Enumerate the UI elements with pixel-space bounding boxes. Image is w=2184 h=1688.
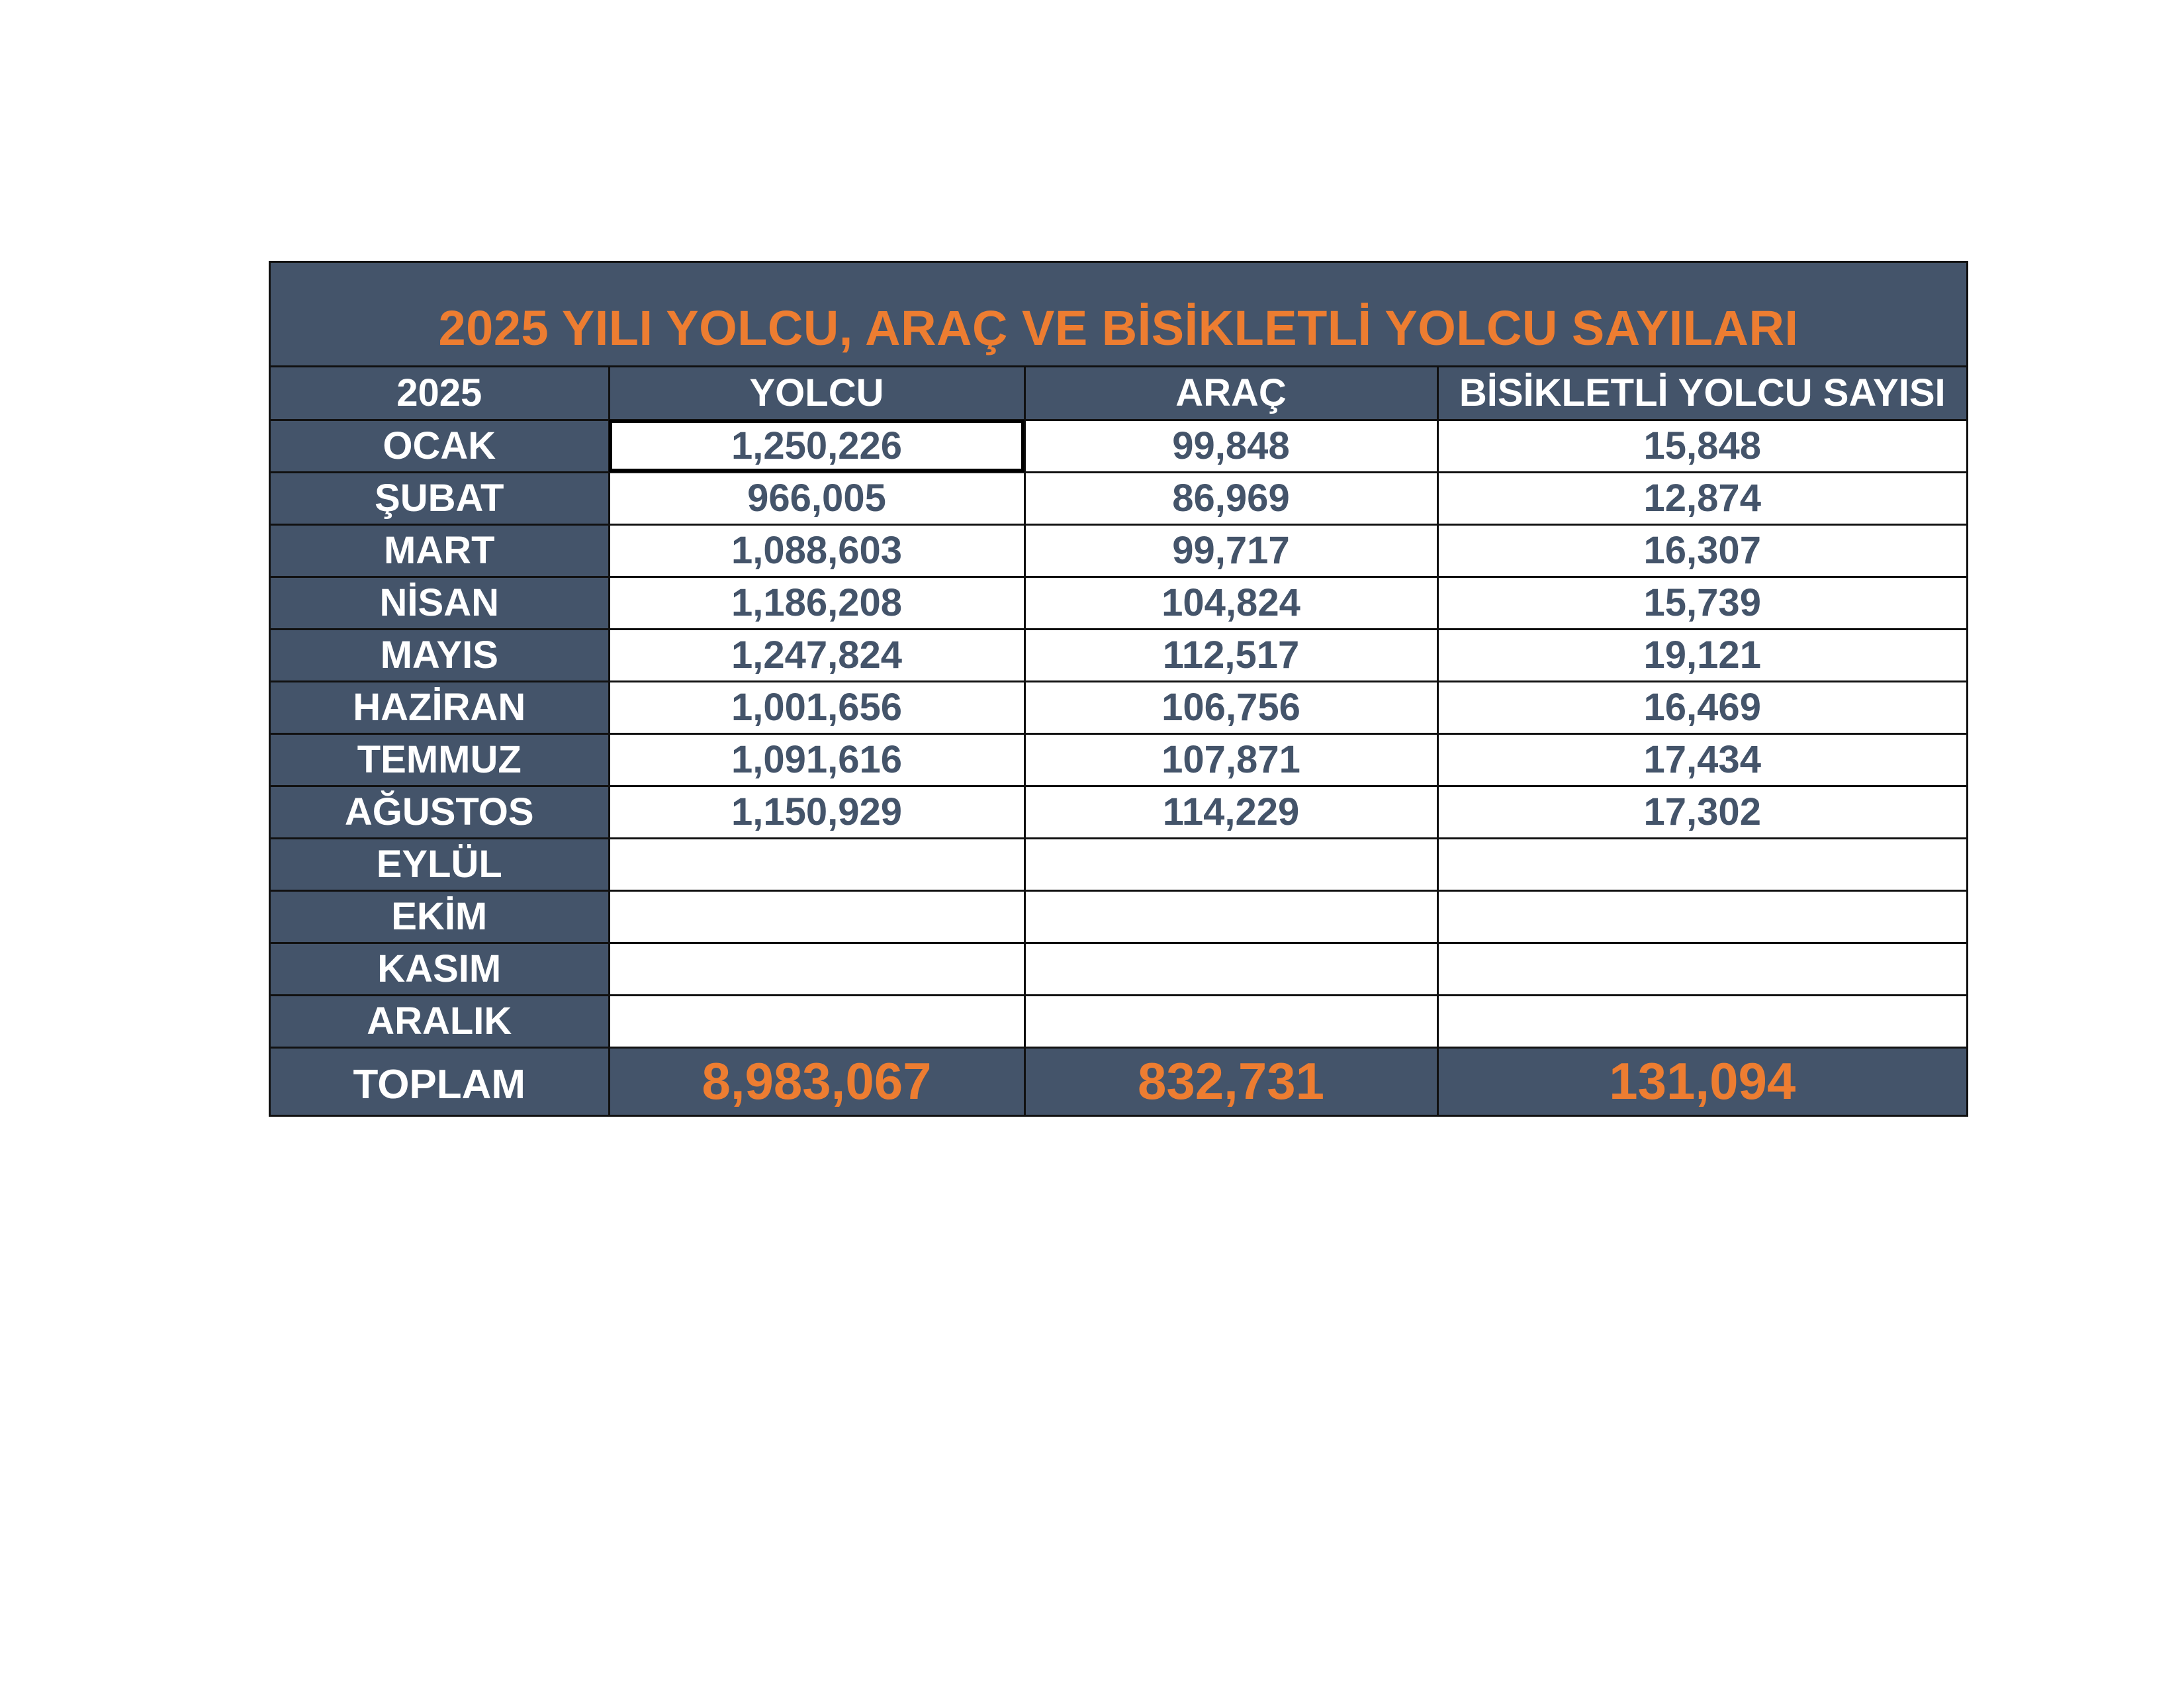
yolcu-cell[interactable] [609, 943, 1024, 995]
month-cell[interactable]: MART [271, 524, 609, 577]
yolcu-cell[interactable]: 1,088,603 [609, 524, 1024, 577]
bisiklet-cell[interactable]: 17,434 [1437, 733, 1966, 786]
header-arac[interactable]: ARAÇ [1024, 367, 1437, 420]
total-row [271, 1047, 1966, 1115]
bisiklet-cell[interactable]: 15,848 [1437, 420, 1966, 472]
table-row [271, 472, 1966, 524]
yolcu-cell[interactable] [609, 890, 1024, 943]
bisiklet-cell[interactable] [1437, 943, 1966, 995]
header-row [271, 367, 1966, 420]
bisiklet-cell[interactable]: 16,307 [1437, 524, 1966, 577]
table-row [271, 577, 1966, 629]
month-cell[interactable]: TEMMUZ [271, 733, 609, 786]
total-arac[interactable]: 832,731 [1024, 1047, 1437, 1115]
yolcu-cell[interactable]: 1,186,208 [609, 577, 1024, 629]
month-cell[interactable]: EYLÜL [271, 838, 609, 890]
table-title: 2025 YILI YOLCU, ARAÇ VE BİSİKLETLİ YOLCU SAYILARI [438, 301, 1799, 355]
bisiklet-cell[interactable] [1437, 995, 1966, 1047]
bisiklet-cell[interactable]: 19,121 [1437, 629, 1966, 681]
bisiklet-cell[interactable]: 16,469 [1437, 681, 1966, 733]
bisiklet-cell[interactable]: 12,874 [1437, 472, 1966, 524]
arac-cell[interactable]: 104,824 [1024, 577, 1437, 629]
header-bisiklet[interactable]: BİSİKLETLİ YOLCU SAYISI [1437, 367, 1966, 420]
bisiklet-cell[interactable] [1437, 890, 1966, 943]
bisiklet-cell[interactable]: 17,302 [1437, 786, 1966, 838]
statistics-table [271, 367, 1966, 1115]
table-row [271, 733, 1966, 786]
arac-cell[interactable] [1024, 995, 1437, 1047]
arac-cell[interactable]: 114,229 [1024, 786, 1437, 838]
month-cell[interactable]: EKİM [271, 890, 609, 943]
month-cell[interactable]: KASIM [271, 943, 609, 995]
header-year[interactable]: 2025 [271, 367, 609, 420]
table-row [271, 629, 1966, 681]
yolcu-cell[interactable]: 1,250,226 [609, 420, 1024, 472]
yolcu-cell[interactable] [609, 995, 1024, 1047]
arac-cell[interactable]: 106,756 [1024, 681, 1437, 733]
table-row [271, 995, 1966, 1047]
yolcu-cell[interactable]: 1,150,929 [609, 786, 1024, 838]
arac-cell[interactable]: 99,717 [1024, 524, 1437, 577]
arac-cell[interactable] [1024, 943, 1437, 995]
arac-cell[interactable]: 99,848 [1024, 420, 1437, 472]
arac-cell[interactable]: 112,517 [1024, 629, 1437, 681]
arac-cell[interactable]: 86,969 [1024, 472, 1437, 524]
total-bisiklet[interactable]: 131,094 [1437, 1047, 1966, 1115]
yolcu-cell[interactable]: 966,005 [609, 472, 1024, 524]
month-cell[interactable]: HAZİRAN [271, 681, 609, 733]
title-row [271, 263, 1966, 367]
table-row [271, 838, 1966, 890]
table-row [271, 681, 1966, 733]
arac-cell[interactable] [1024, 838, 1437, 890]
yolcu-cell[interactable] [609, 838, 1024, 890]
month-cell[interactable]: ARALIK [271, 995, 609, 1047]
month-cell[interactable]: ŞUBAT [271, 472, 609, 524]
arac-cell[interactable]: 107,871 [1024, 733, 1437, 786]
yolcu-cell[interactable]: 1,091,616 [609, 733, 1024, 786]
header-yolcu[interactable]: YOLCU [609, 367, 1024, 420]
month-cell[interactable]: NİSAN [271, 577, 609, 629]
table-row [271, 943, 1966, 995]
table-row [271, 524, 1966, 577]
table-row [271, 420, 1966, 472]
data-sheet [269, 261, 1968, 1117]
yolcu-cell[interactable]: 1,247,824 [609, 629, 1024, 681]
table-row [271, 786, 1966, 838]
month-cell[interactable]: AĞUSTOS [271, 786, 609, 838]
total-yolcu[interactable]: 8,983,067 [609, 1047, 1024, 1115]
arac-cell[interactable] [1024, 890, 1437, 943]
bisiklet-cell[interactable] [1437, 838, 1966, 890]
month-cell[interactable]: OCAK [271, 420, 609, 472]
month-cell[interactable]: MAYIS [271, 629, 609, 681]
table-row [271, 890, 1966, 943]
bisiklet-cell[interactable]: 15,739 [1437, 577, 1966, 629]
yolcu-cell[interactable]: 1,001,656 [609, 681, 1024, 733]
total-label[interactable]: TOPLAM [271, 1047, 609, 1115]
